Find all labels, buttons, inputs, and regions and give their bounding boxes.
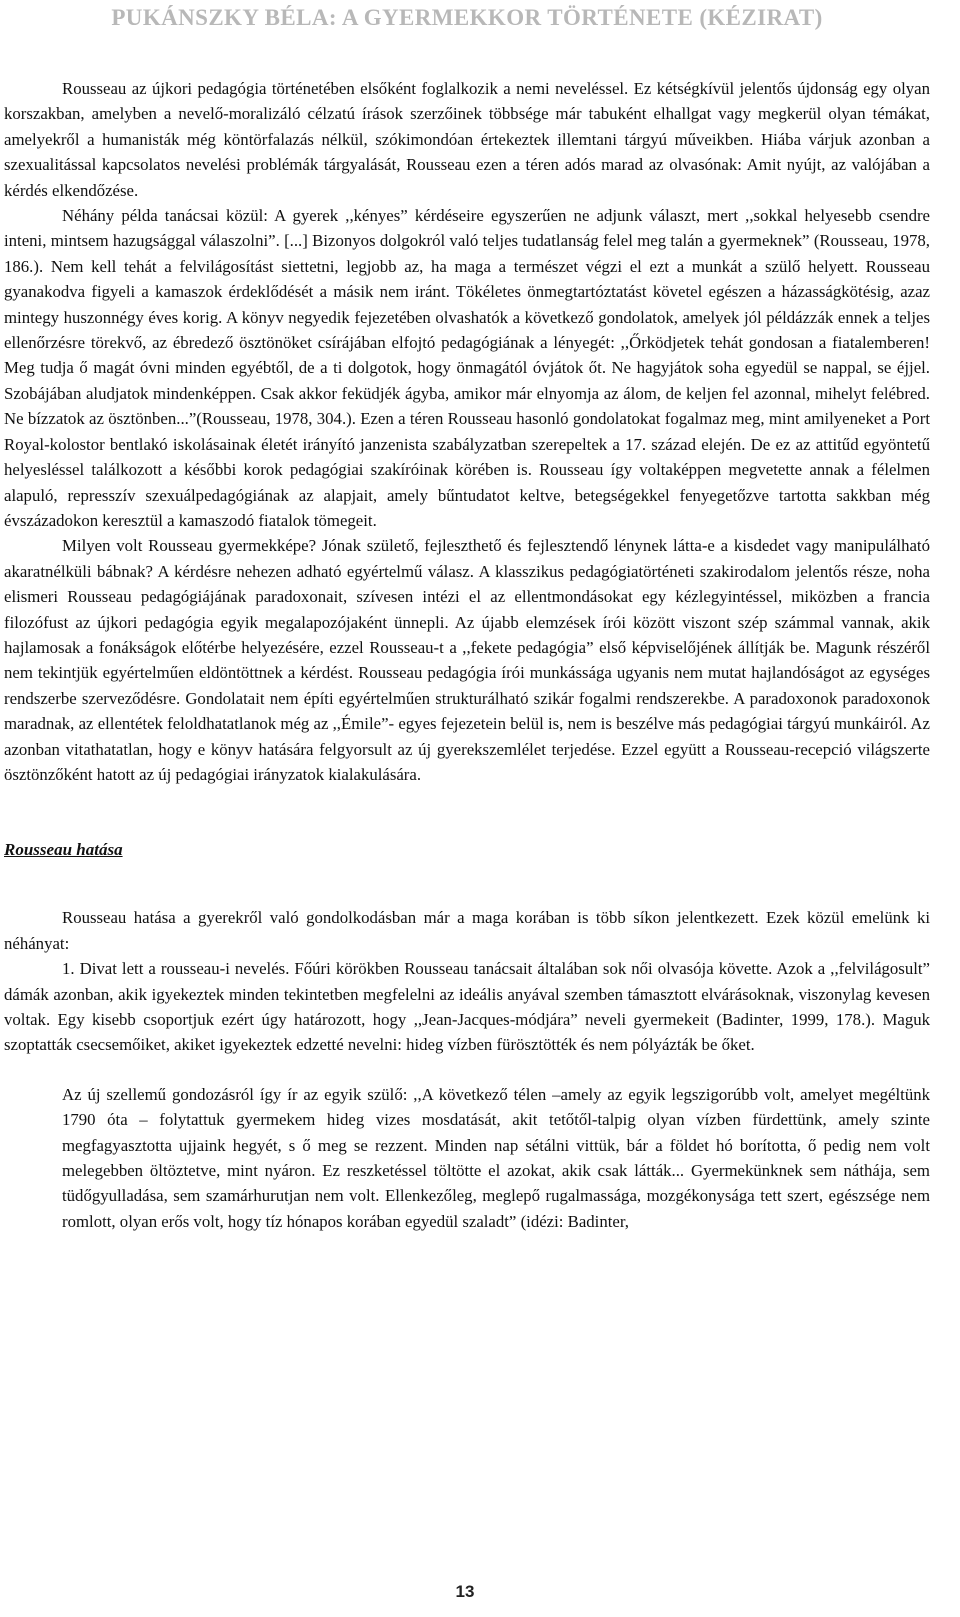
running-header: PUKÁNSZKY BÉLA: A GYERMEKKOR TÖRTÉNETE (KÉZIRAT) — [111, 5, 823, 30]
paragraph-sexual-education: Rousseau az újkori pedagógia történetében elsőként foglalkozik a nemi neveléssel. Ez kétségkívül jelentős újdonság egy olyan korszakban, amelyben a nevelő-moralizáló célzatú írások szerzőinek többsége már tabuként elhallgat vagy megkerül olyan témákat, amelyekről a humanisták még köntörfalazás nélkül, szókimondóan értekeztek illemtani tárgyú műveikben. Hiába várjuk azonban a szexualitással kapcsolatos nevelési problémák tárgyalását, Rousseau ezen a téren adós marad az olvasónak: Amit nyújt, az valójában a kérdés elkendőzése. — [4, 79, 930, 200]
block-quote: Az új szellemű gondozásról így ír az egyik szülő: ,,A következő télen –amely az egyik legszigorúbb volt, amelyet megéltünk 1790 óta – folytattuk gyermekem hideg vizes mosdatását, akit tetőtől-talpig olyan vízben fürdettünk, amely szinte megfagyasztotta ujjaink hegyét, s ő meg se rezzent. Minden nap sétálni vittük, bár a földet hó borította, ő pedig nem volt melegebben öltöztetve, mint nyáron. Ez reszketéssel töltötte el azokat, akik csak látták... Gyermekünknek sem náthája, sem tüdőgyulladása, sem szamárhurutjan nem volt. Ellenkezőleg, meglepő rugalmassága, mozgékonysága tett szert, egészsége nem romlott, olyan erős volt, hogy tíz hónapos korában egyedül szaladt” (idézi: Badinter, — [62, 1084, 930, 1231]
section-heading: Rousseau hatása — [4, 840, 123, 860]
page-number: 13 — [455, 1582, 475, 1601]
section-spacer — [4, 787, 930, 837]
paragraph-influence-intro: Rousseau hatása a gyerekről való gondolkodásban már a maga korában is több síkon jelentkezett. Ezek közül emelünk ki néhányat: — [4, 908, 930, 953]
paragraph-child-image: Milyen volt Rousseau gyermekképe? Jónak születő, fejleszthető és fejlesztendő lénynek látta-e a kisdedet vagy manipulálható akaratnélküli bábnak? A kérdésre nehezen adható egyértelmű válasz. A klasszikus pedagógiatörténeti szakirodalom jelentős része, noha elismeri Rousseau pedagógiájának paradoxonait, szívesen intézi el az ellentmondásokat egy kézlegyintéssel, miközben a francia filozófust az újkori pedagógia egyik megalapozójaként ünnepli. Az újabb elemzések írói között viszont szép számmal vannak, akik hajlamosak a fonákságok előtérbe helyezésére, ezzel Rousseau-t a ,,fekete pedagógia” első képviselőjének állítják be. Magunk részéről nem tekintjük egyértelműen eldöntöttnek a kérdést. Rousseau pedagógia írói munkássága ugyanis nem mutat hajlandóságot az egységes rendszerbe szerveződésre. Gondolatait nem építi egyértelműen strukturálható szikár fogalmi rendszerekbe. A paradoxonok paradoxonok maradnak, az ellentétek feloldhatatlanok még az ,,Émile”- egyes fejezetein belül is, nem is beszélve más pedagógiai tárgyú munkáiról. Az azonban vitathatatlan, hogy e könyv hatására felgyorsult az új gyerekszemlélet terjedése. Ezzel együtt a Rousseau-recepció világszerte ösztönzőként hatott az új pedagógiai irányzatok kialakulására. — [4, 536, 930, 784]
paragraph-influence-item-1: 1. Divat lett a rousseau-i nevelés. Főúri körökben Rousseau tanácsait általában sok női olvasója követte. Azok a ,,felvilágosult” dámák azonban, akik igyekeztek minden tekintetben megfelelni az ideális anyával szemben támasztott elvárásoknak, viszonylag kevesen voltak. Egy kisebb csoportjuk ezért úgy határozott, hogy ,,Jean-Jacques-módjára” neveli gyermekeit (Badinter, 1999, 178.). Maguk szoptatták csecsemőiket, akiket igyekeztek edzetté nevelni: hideg vízben fürösztötték és nem pólyázták be őket. — [4, 959, 930, 1055]
paragraph-examples: Néhány példa tanácsai közül: A gyerek ,,kényes” kérdéseire egyszerűen ne adjunk választ, mert ,,sokkal helyesebb csendre inteni, mintsem hazugsággal válaszolni”. [...] Bizonyos dolgokról való teljes tudatlanság felel meg talán a gyermeknek” (Rousseau, 1978, 186.). Nem kell tehát a felvilágosítást siettetni, legjobb az, ha maga a természet végzi el ezt a munkát a szülő helyett. Rousseau gyanakodva figyeli a kamaszok érdeklődését a másik nem iránt. Tökéletes önmegtartóztatást követel egészen a házasságkötésig, azaz mintegy huszonnégy éves korig. A könyv negyedik fejezetében olvashatók a következő gondolatok, amelyek jól példázzák ennek a teljes ellenőrzésre törekvő, az ébredező ösztönöket csírájában elfojtó pedagógiának a lényegét: ,,Őrködjetek tehát gondosan a fiatalemberen! Meg tudja ő magát óvni minden egyébtől, de a ti dolgotok, hogy önmagától óvjátok őt. Ne hagyjátok soha egyedül se nappal, se éjjel. Szobájában aludjatok mindenképpen. Csak akkor feküdjék ágyba, amikor már elnyomja az álom, de keljen fel azonnal, mihelyt felébred. Ne bízzatok az ösztönben...”(Rousseau, 1978, 304.). Ezen a téren Rousseau hasonló gondolatokat fogalmaz meg, mint amilyeneket a Port Royal-kolostor bentlakó iskolásainak életét irányító janzenista szabályzatban szerepeltek a 17. század elején. De ez az attitűd egyöntetű helyesléssel találkozott a későbbi korok pedagógiai szakíróinak körében is. Rousseau így voltaképpen megvetette annak a félelmen alapuló, represszív szexuálpedagógiának az alapjait, amely bűntudatot keltve, betegségekkel fenyegetőzve tartotta sakkban még évszázadokon keresztül a kamaszodó fiatalok tömegeit. — [4, 206, 930, 530]
body-text — [4, 76, 930, 1234]
